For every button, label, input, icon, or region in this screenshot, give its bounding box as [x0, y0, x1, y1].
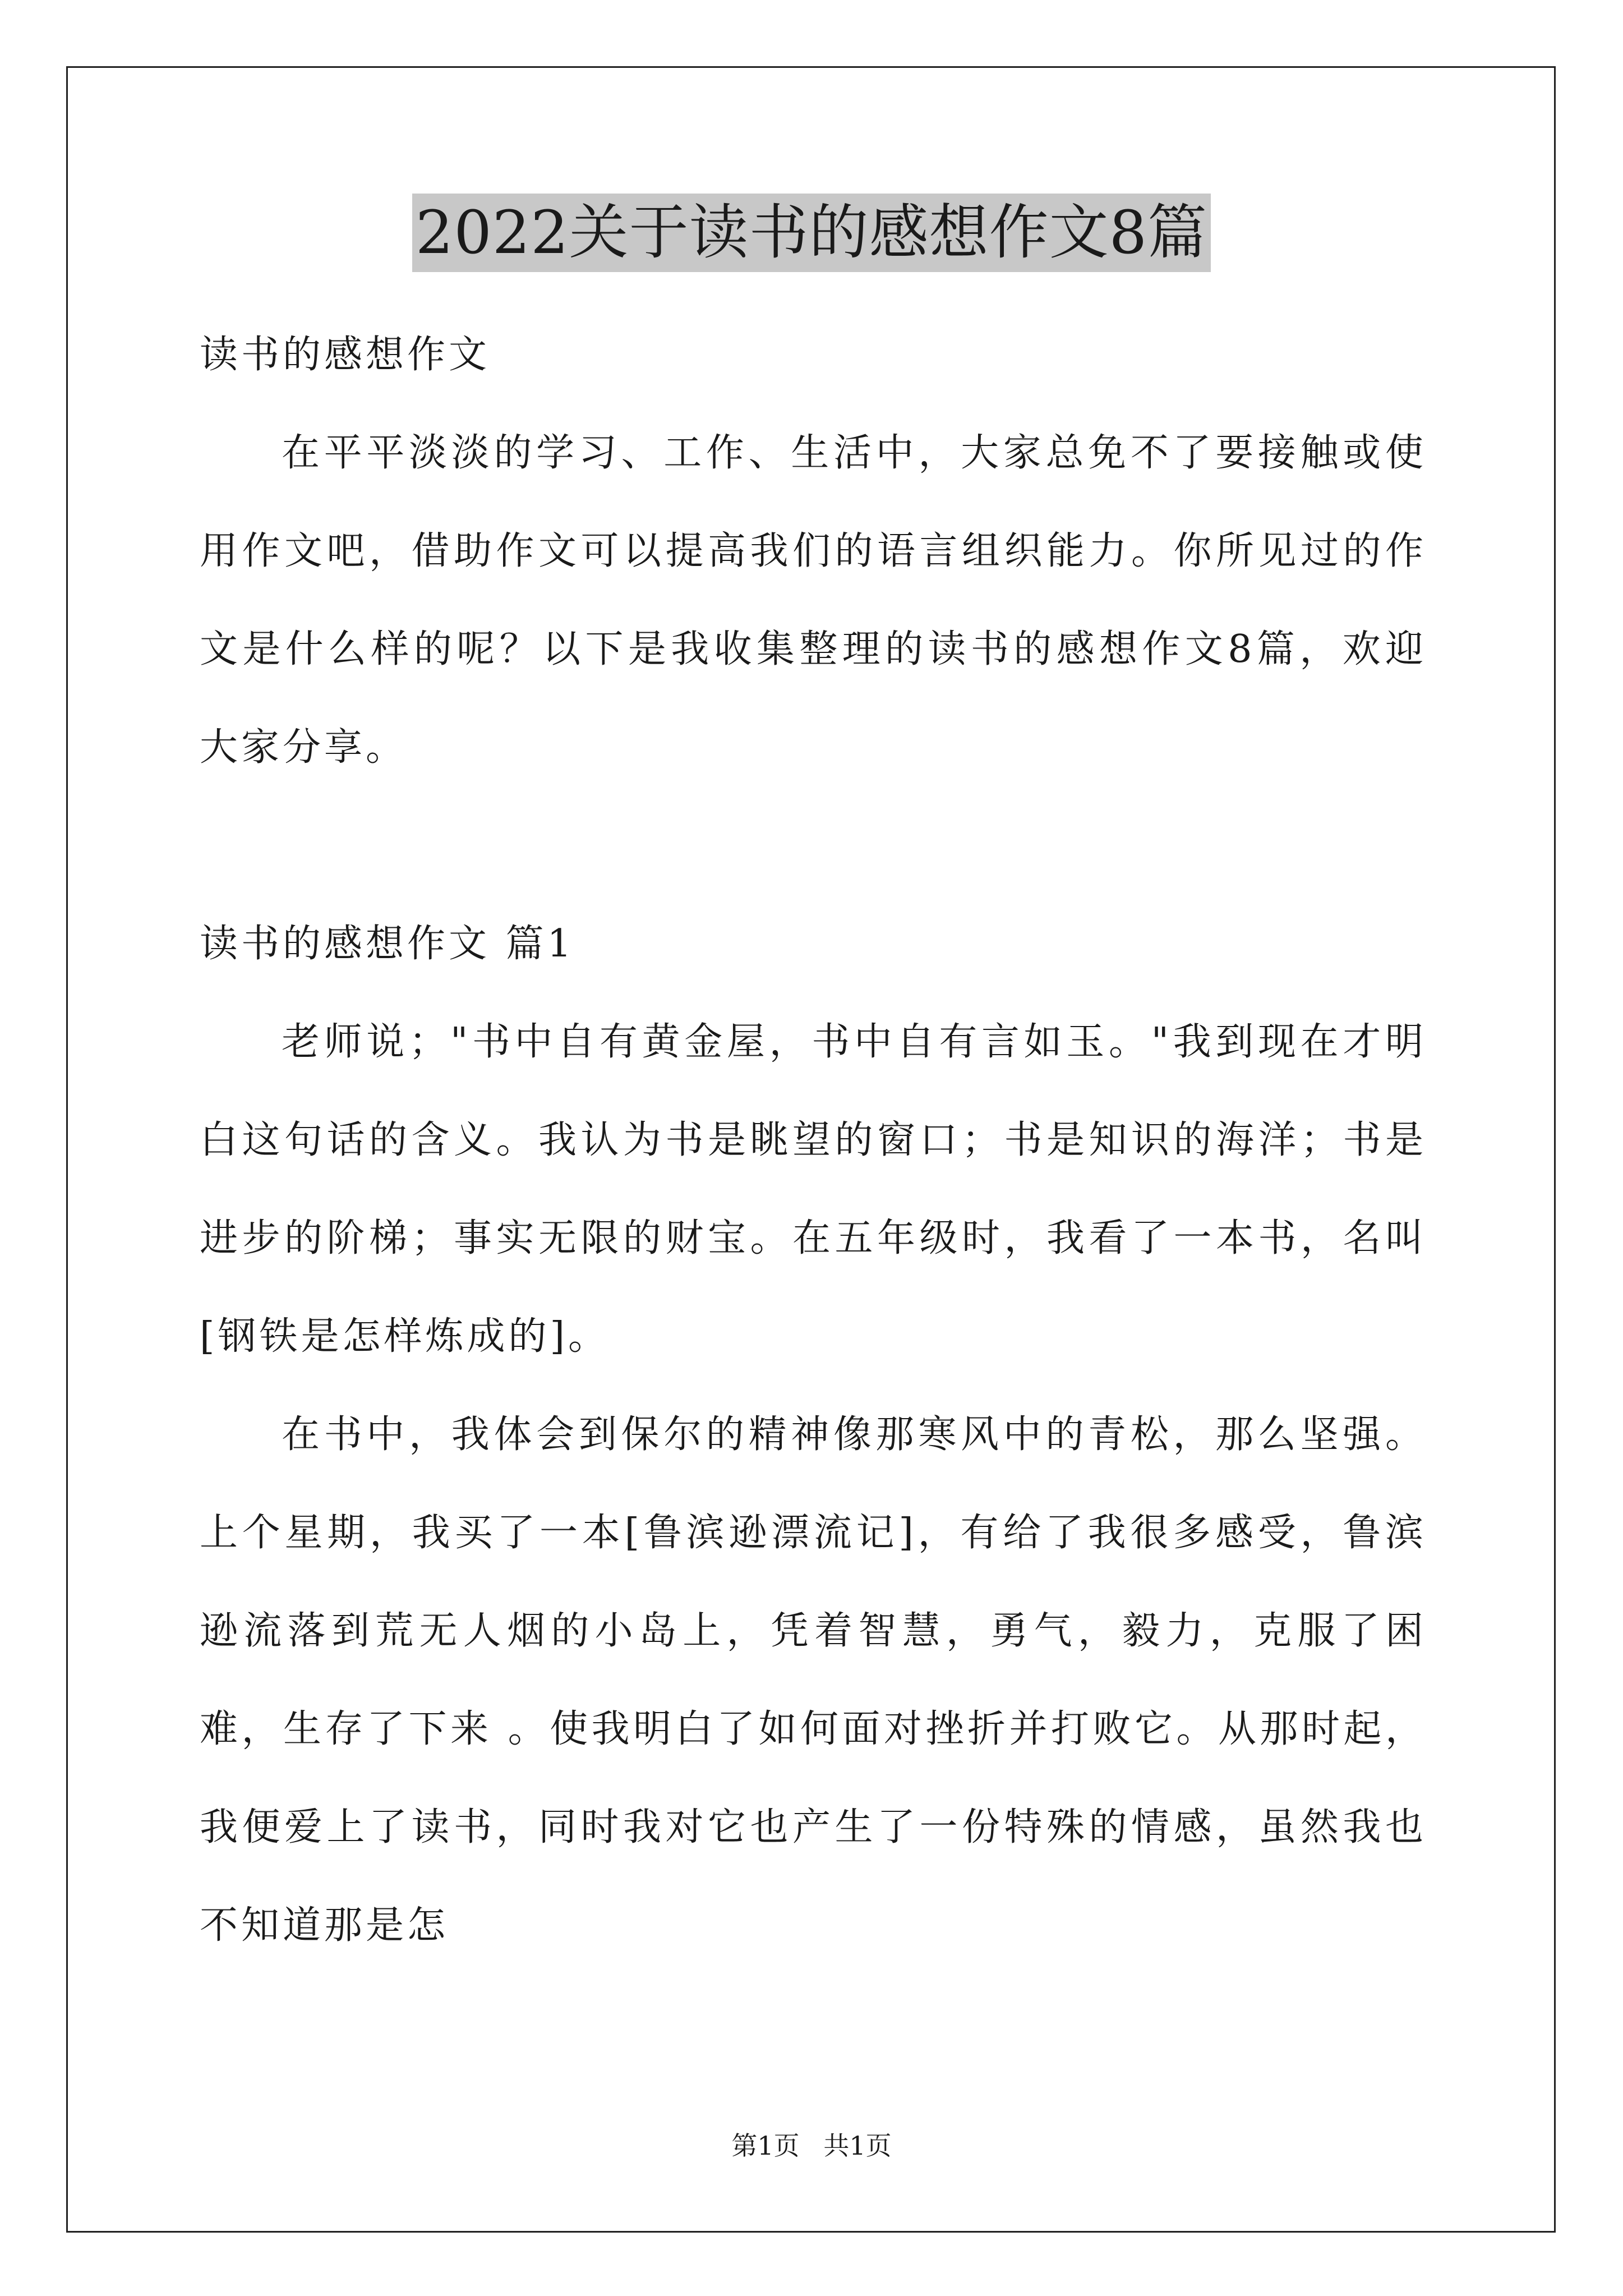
intro-heading: 读书的感想作文	[200, 333, 491, 377]
section1-paragraph-1: 老师说；"书中自有黄金屋，书中自有言如玉。"我到现在才明白这句话的含义。我认为书是眺望的窗口；书是知识的海洋；书是进步的阶梯；事实无限的财宝。在五年级时，我看了一本书，名叫[钢铁是怎样炼成的]。	[200, 1020, 1427, 1359]
page-total: 共1页	[823, 2131, 892, 2161]
page-number: 第1页	[731, 2131, 800, 2161]
document-body	[200, 306, 1427, 1975]
intro-paragraph: 在平平淡淡的学习、工作、生活中，大家总免不了要接触或使用作文吧，借助作文可以提高我们的语言组织能力。你所见过的作文是什么样的呢？以下是我收集整理的读书的感想作文8篇，欢迎大家分享。	[200, 431, 1427, 770]
section1-heading: 读书的感想作文 篇1	[200, 922, 575, 966]
page-footer	[0, 2129, 1623, 2162]
document-title: 2022关于读书的感想作文8篇	[412, 194, 1211, 272]
section1-paragraph-2: 在书中，我体会到保尔的精神像那寒风中的青松，那么坚强。上个星期，我买了一本[鲁滨逊漂流记]，有给了我很多感受，鲁滨逊流落到荒无人烟的小岛上，凭着智慧，勇气，毅力，克服了困难，生存了下来 。使我明白了如何面对挫折并打败它。从那时起，我便爱上了读书，同时我对它也产生了一份特殊的情感，虽然我也不知道那是怎	[200, 1412, 1427, 1948]
title-wrapper	[0, 194, 1623, 272]
section-spacer	[200, 797, 1427, 895]
